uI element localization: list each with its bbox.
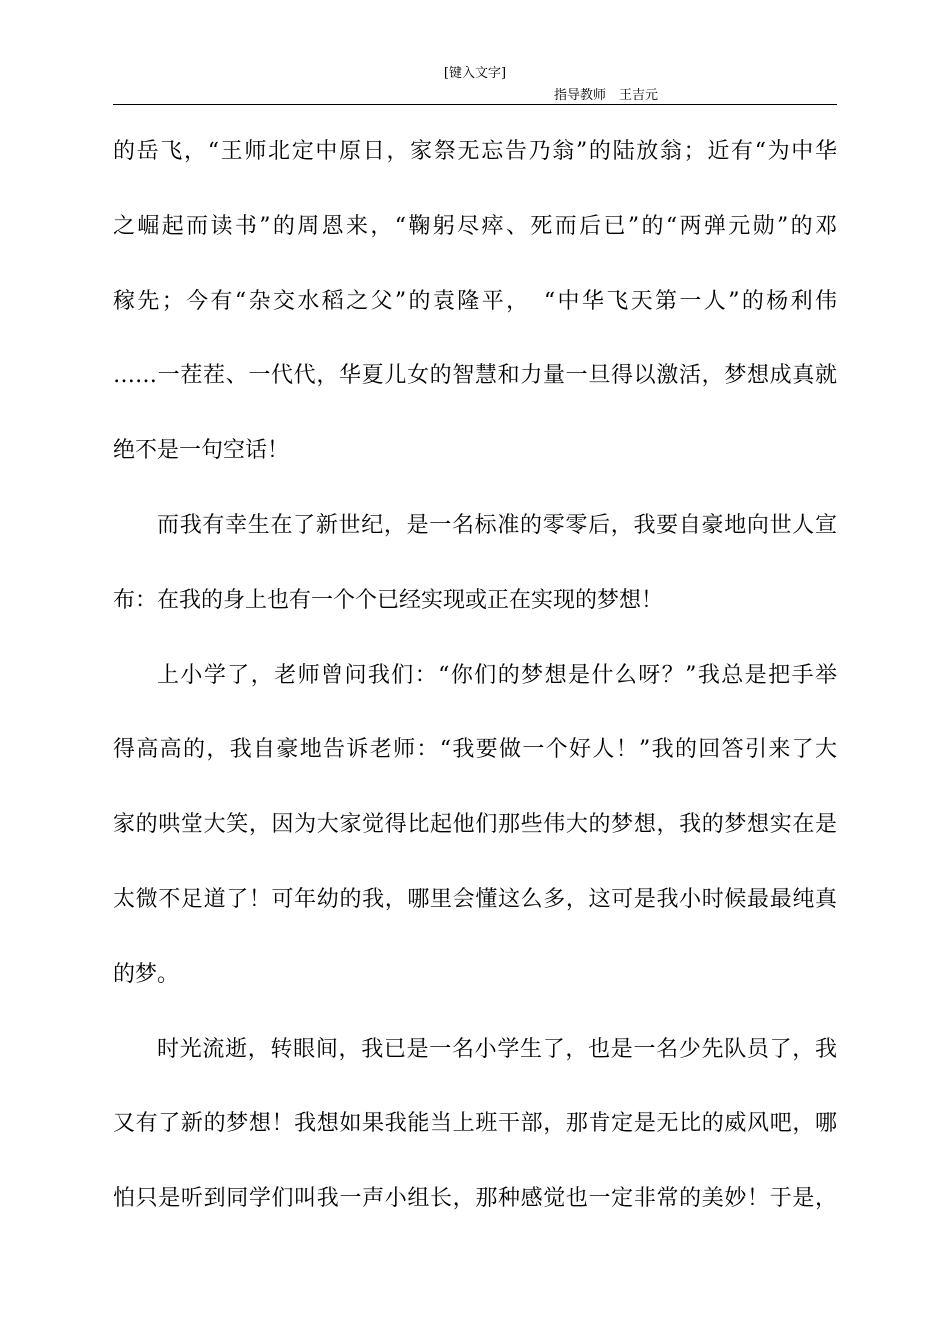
body-line: 稼先；今有“杂交水稻之父”的袁隆平， “中华飞天第一人”的杨利伟 xyxy=(113,288,837,314)
body-line: 绝不是一句空话！ xyxy=(113,438,290,464)
body-line: 太微不足道了！可年幼的我，哪里会懂这么多，这可是我小时候最最纯真 xyxy=(113,886,837,912)
body-line: 的梦。 xyxy=(113,961,180,987)
body-line: 之崛起而读书”的周恩来，“鞠躬尽瘁、死而后已”的“两弹元勋”的邓 xyxy=(113,213,837,239)
body-line: 家的哄堂大笑，因为大家觉得比起他们那些伟大的梦想，我的梦想实在是 xyxy=(113,812,837,838)
body-line: 上小学了，老师曾问我们：“你们的梦想是什么呀？”我总是把手举 xyxy=(157,662,837,688)
body-line: 怕只是听到同学们叫我一声小组长，那种感觉也一定非常的美妙！于是， xyxy=(113,1186,837,1212)
body-line: 的岳飞，“王师北定中原日，家祭无忘告乃翁”的陆放翁；近有“为中华 xyxy=(113,139,837,164)
body-line: 布：在我的身上也有一个个已经实现或正在实现的梦想！ xyxy=(113,587,664,613)
body-line: ……一茬茬、一代代，华夏儿女的智慧和力量一旦得以激活，梦想成真就 xyxy=(113,363,837,389)
body-line: 时光流逝，转眼间，我已是一名小学生了，也是一名少先队员了，我 xyxy=(157,1036,837,1062)
body-line: 得高高的，我自豪地告诉老师：“我要做一个好人！”我的回答引来了大 xyxy=(113,737,837,763)
body-line: 而我有幸生在了新世纪，是一名标准的零零后，我要自豪地向世人宣 xyxy=(157,512,837,538)
essay-body xyxy=(113,123,837,1245)
header-divider xyxy=(113,104,837,105)
header-teacher-name: 指导教师 王吉元 xyxy=(554,88,659,103)
header-placeholder-text: [键入文字] xyxy=(443,66,507,81)
body-line: 又有了新的梦想！我想如果我能当上班干部，那肯定是无比的威风吧，哪 xyxy=(113,1111,837,1137)
